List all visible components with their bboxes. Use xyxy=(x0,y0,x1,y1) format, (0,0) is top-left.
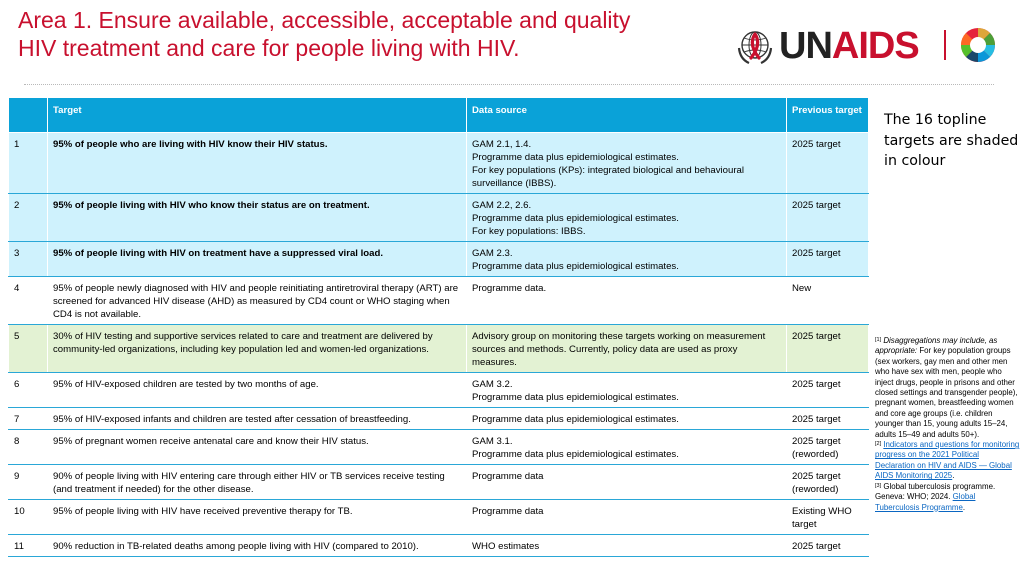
row-number: 4 xyxy=(9,277,48,325)
table-row xyxy=(9,242,869,277)
row-target: 90% of people living with HIV entering care through either HIV or TB services receive testing (and treatment if needed) for the other disease. xyxy=(48,465,467,500)
row-previous-target: 2025 target xyxy=(787,325,869,373)
row-data-source-text: Programme data plus epidemiological estimates. xyxy=(472,414,679,425)
row-number: 7 xyxy=(9,408,48,430)
footnote-3-end: . xyxy=(962,502,966,512)
row-data-source-text: Programme data. xyxy=(472,283,547,294)
row-previous-target: 2025 target xyxy=(787,133,869,194)
row-previous-target: 2025 target xyxy=(787,373,869,408)
row-data-source xyxy=(467,194,787,242)
row-data-source-text: GAM 3.1. Programme data plus epidemiological estimates. xyxy=(472,436,679,460)
row-number: 2 xyxy=(9,194,48,242)
row-number: 3 xyxy=(9,242,48,277)
row-data-source-text: WHO estimates xyxy=(472,541,540,552)
table-row xyxy=(9,194,869,242)
table-header-row xyxy=(9,98,869,133)
row-number: 9 xyxy=(9,465,48,500)
header-data-source: Data source xyxy=(467,98,787,133)
table-row xyxy=(9,535,869,557)
row-previous-target: 2025 target xyxy=(787,408,869,430)
row-target: 95% of HIV-exposed infants and children are tested after cessation of breastfeeding. xyxy=(48,408,467,430)
row-target: 95% of people living with HIV on treatment have a suppressed viral load. xyxy=(48,242,467,277)
footnote-2-link[interactable]: Indicators and questions for monitoring progress on the 2021 Political Declaration on HIV and AIDS — Global AIDS Monitoring 2025 xyxy=(875,440,1020,481)
row-number: 1 xyxy=(9,133,48,194)
footnote-3-link[interactable]: Global Tuberculosis Programme xyxy=(875,492,976,512)
row-data-source xyxy=(467,242,787,277)
row-number: 8 xyxy=(9,430,48,465)
table-row xyxy=(9,430,869,465)
table-row xyxy=(9,408,869,430)
targets-table xyxy=(8,97,868,557)
row-data-source xyxy=(467,430,787,465)
row-previous-target: 2025 target xyxy=(787,535,869,557)
row-data-source xyxy=(467,500,787,535)
footnote-3 xyxy=(875,482,1020,513)
unaids-logo xyxy=(733,24,1003,66)
row-data-source-text: Advisory group on monitoring these targets working on measurement sources and methods. Currently, policy data are used as proxy measures. xyxy=(472,331,766,368)
footnote-2 xyxy=(875,440,1020,482)
row-data-source-text: GAM 2.2, 2.6. Programme data plus epidemiological estimates. For key populations: IBBS. xyxy=(472,200,679,237)
row-target: 90% reduction in TB-related deaths among people living with HIV (compared to 2010). xyxy=(48,535,467,557)
row-previous-target: New xyxy=(787,277,869,325)
row-data-source-text: Programme data xyxy=(472,506,544,517)
footnotes xyxy=(875,336,1020,513)
table-row xyxy=(9,325,869,373)
footnote-1-marker: [1] xyxy=(875,337,882,343)
table-row xyxy=(9,465,869,500)
footnote-2-end: . xyxy=(952,471,955,481)
footnote-3-text: Global tuberculosis programme. Geneva: WHO; 2024. xyxy=(875,481,996,502)
page-title-line-1: Area 1. Ensure available, accessible, acceptable and quality xyxy=(18,7,631,33)
row-data-source xyxy=(467,465,787,500)
row-target: 95% of people living with HIV who know their status are on treatment. xyxy=(48,194,467,242)
row-target: 95% of people newly diagnosed with HIV and people reinitiating antiretroviral therapy (ART) are screened for advanced HIV disease (AHD) as measured by CD4 count or WHO staging when CD4 is not available. xyxy=(48,277,467,325)
row-number: 11 xyxy=(9,535,48,557)
shading-note: The 16 topline targets are shaded in colour xyxy=(884,112,1019,169)
row-number: 5 xyxy=(9,325,48,373)
footnote-3-marker: [3] xyxy=(875,482,882,489)
row-number: 10 xyxy=(9,500,48,535)
wordmark-un: UN xyxy=(779,25,832,67)
footnote-1 xyxy=(875,336,1020,440)
table-row xyxy=(9,277,869,325)
logo-divider xyxy=(944,30,946,60)
table-row xyxy=(9,373,869,408)
page-title-line-2: HIV treatment and care for people living with HIV. xyxy=(18,35,520,61)
unaids-wordmark xyxy=(779,25,919,67)
row-target: 95% of people living with HIV have received preventive therapy for TB. xyxy=(48,500,467,535)
footnote-1-text: For key population groups (sex workers, gay men and other men who have sex with men, people who inject drugs, people in prisons and other closed settings and transgender people), pregnant women, breastfeeding women and core age groups (i.e. children younger than 15, young adults 15–24, adults 15–49 and adults 50+). xyxy=(875,346,1018,439)
row-data-source-text: GAM 3.2. Programme data plus epidemiological estimates. xyxy=(472,379,679,403)
page-title xyxy=(18,6,718,62)
footnote-2-marker: [2] xyxy=(875,441,882,448)
un-emblem-icon xyxy=(735,26,775,66)
row-data-source-text: Programme data xyxy=(472,471,544,482)
header-previous-target: Previous target xyxy=(787,98,869,133)
table-row xyxy=(9,500,869,535)
row-number: 6 xyxy=(9,373,48,408)
row-data-source xyxy=(467,535,787,557)
header-target: Target xyxy=(48,98,467,133)
row-data-source xyxy=(467,133,787,194)
row-previous-target: 2025 target (reworded) xyxy=(787,465,869,500)
row-data-source xyxy=(467,277,787,325)
header-divider xyxy=(24,84,994,85)
row-data-source xyxy=(467,373,787,408)
header-number xyxy=(9,98,48,133)
row-target: 30% of HIV testing and supportive services related to care and treatment are delivered by community-led organizations, including key population led and women-led organizations. xyxy=(48,325,467,373)
table-row xyxy=(9,133,869,194)
row-target: 95% of HIV-exposed children are tested by two months of age. xyxy=(48,373,467,408)
row-data-source-text: GAM 2.1, 1.4. Programme data plus epidemiological estimates. For key populations (KPs): integrated biological and behavioural surveillance (IBBS). xyxy=(472,139,744,189)
row-previous-target: 2025 target xyxy=(787,242,869,277)
row-previous-target: Existing WHO target xyxy=(787,500,869,535)
row-data-source xyxy=(467,408,787,430)
sdg-wheel-icon xyxy=(960,27,996,63)
row-target: 95% of people who are living with HIV know their HIV status. xyxy=(48,133,467,194)
row-data-source xyxy=(467,325,787,373)
row-data-source-text: GAM 2.3. Programme data plus epidemiological estimates. xyxy=(472,248,679,272)
wordmark-aids: AIDS xyxy=(831,25,919,67)
row-target: 95% of pregnant women receive antenatal care and know their HIV status. xyxy=(48,430,467,465)
row-previous-target: 2025 target xyxy=(787,194,869,242)
row-previous-target: 2025 target (reworded) xyxy=(787,430,869,465)
footnote-1-italic: Disaggregations may include, as appropriate: xyxy=(875,336,998,356)
